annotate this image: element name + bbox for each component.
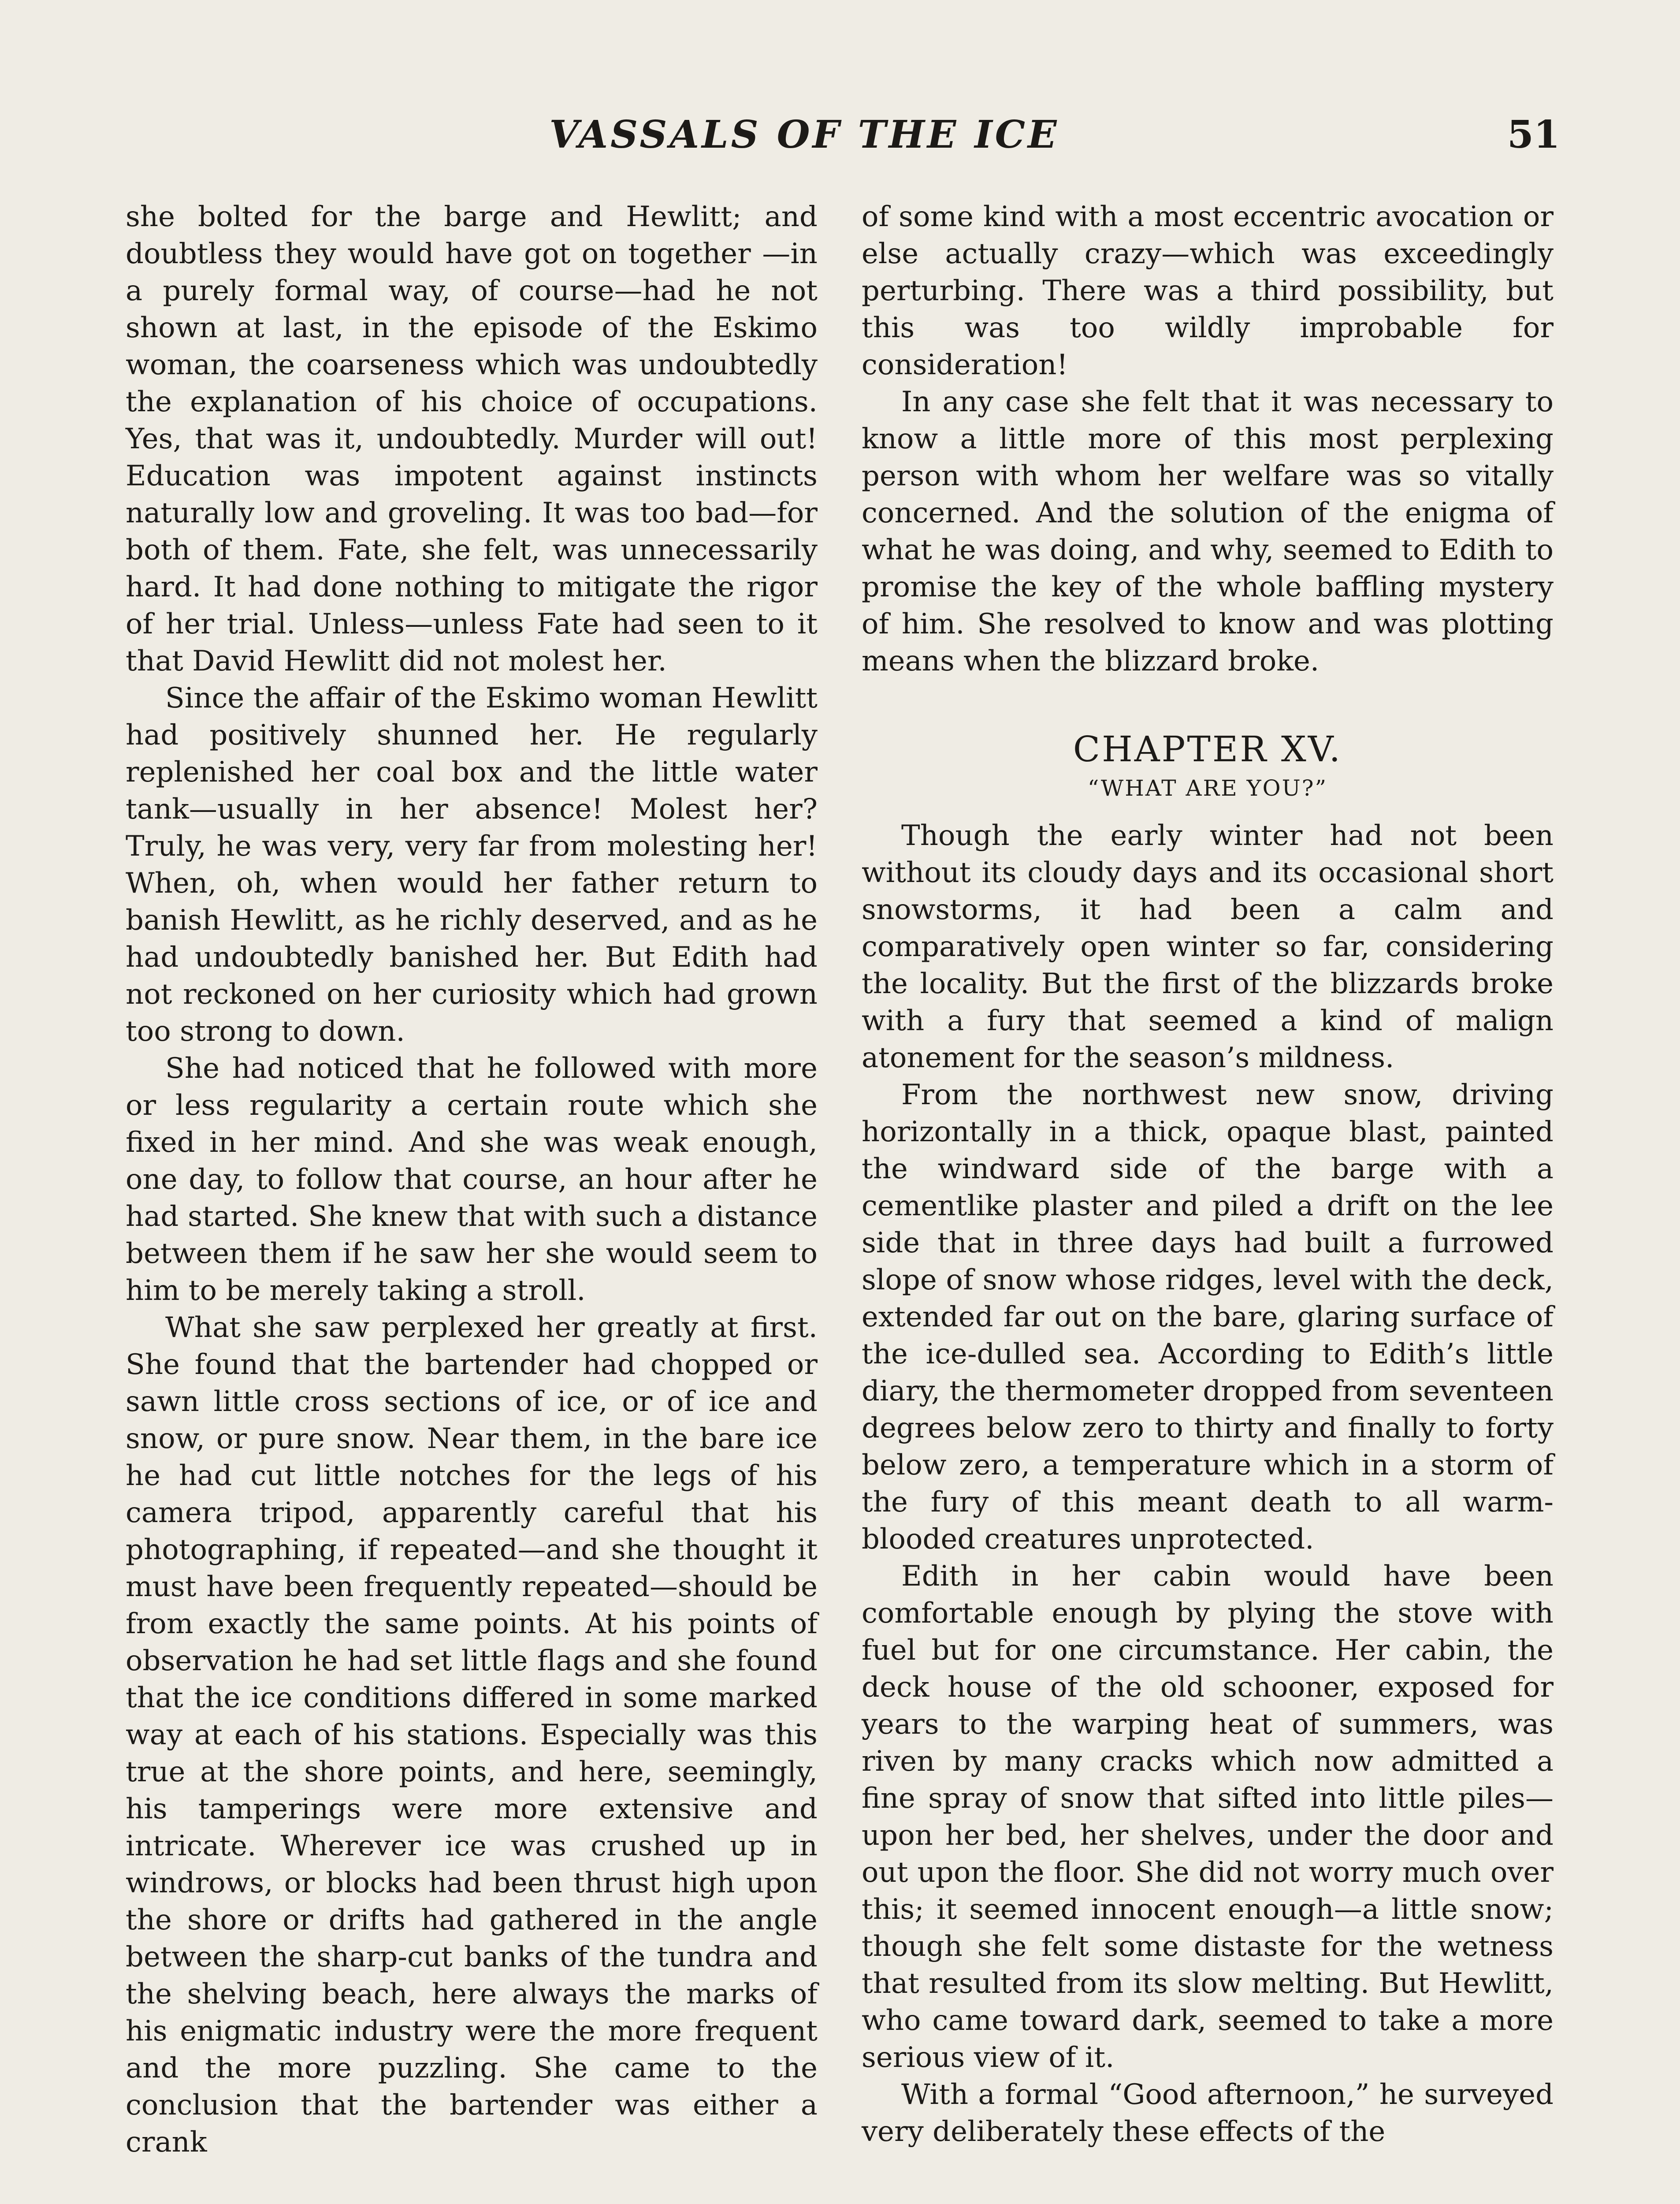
paragraph: Since the affair of the Eskimo woman Hewlitt had positively shunned her. He regularly replenished her coal box and the little water tank—usually in her absence! Molest her? Truly, he was very, very far from molesting her! When, oh, when would her father return to banish Hewlitt, as he richly deserved, and as he had undoubtedly banished her. But Edith had not reckoned on her curiosity which had grown too strong to down.: [126, 682, 818, 1048]
right-column: [862, 198, 1554, 2150]
paragraph: she bolted for the barge and Hewlitt; and doubtless they would have got on together —in a purely formal way, of course—had he not shown at last, in the episode of the Eskimo woman, the coarseness which was undoubtedly the explanation of his choice of occupations. Yes, that was it, undoubtedly. Murder will out! Education was impotent against instincts naturally low and groveling. It was too bad—for both of them. Fate, she felt, was unnecessarily hard. It had done nothing to mitigate the rigor of her trial. Unless—unless Fate had seen to it that David Hewlitt did not molest her.: [126, 201, 818, 678]
paragraph: of some kind with a most eccentric avocation or else actually crazy—which was exceedingly perturbing. There was a third possibility, but this was too wildly improbable for consideration!: [862, 201, 1554, 381]
page-header: [0, 112, 1680, 161]
paragraph: In any case she felt that it was necessary to know a little more of this most perplexing person with whom her welfare was so vitally concerned. And the solution of the enigma of what he was doing, and why, seemed to Edith to promise the key of the whole baffling mystery of him. She resolved to know and was plotting means when the blizzard broke.: [862, 386, 1554, 678]
left-column: [126, 198, 818, 2161]
paragraph: With a formal “Good afternoon,” he surveyed very deliberately these effects of the: [862, 2078, 1554, 2148]
paragraph: She had noticed that he followed with more or less regularity a certain route which she fixed in her mind. And she was weak enough, one day, to follow that course, an hour after he had started. She knew that with such a distance between them if he saw her she would seem to him to be merely taking a stroll.: [126, 1052, 818, 1307]
chapter-subtitle: “WHAT ARE YOU?”: [1087, 775, 1328, 801]
paragraph: What she saw perplexed her greatly at first. She found that the bartender had chopped or sawn little cross sections of ice, or of ice and snow, or pure snow. Near them, in the bare ice he had cut little notches for the legs of his camera tripod, apparently careful that his photographing, if repeated—and she thought it must have been frequently repeated—should be from exactly the same points. At his points of observation he had set little flags and she found that the ice conditions differed in some marked way at each of his stations. Especially was this true at the shore points, and here, seemingly, his tamperings were more extensive and intricate. Wherever ice was crushed up in windrows, or blocks had been thrust high upon the shore or drifts had gathered in the angle between the sharp-cut banks of the tundra and the shelving beach, here always the marks of his enigmatic industry were the more frequent and the more puzzling. She came to the conclusion that the bartender was either a crank: [126, 1311, 818, 2159]
paragraph: From the northwest new snow, driving horizontally in a thick, opaque blast, painted the windward side of the barge with a cementlike plaster and piled a drift on the lee side that in three days had built a furrowed slope of snow whose ridges, level with the deck, extended far out on the bare, glaring surface of the ice-dulled sea. According to Edith’s little diary, the thermometer dropped from seventeen degrees below zero to thirty and finally to forty below zero, a temperature which in a storm of the fury of this meant death to all warm-blooded creatures unprotected.: [862, 1079, 1554, 1556]
chapter-title: CHAPTER XV.: [1073, 729, 1342, 770]
paragraph: Edith in her cabin would have been comfortable enough by plying the stove with fuel but for one circumstance. Her cabin, the deck house of the old schooner, exposed for years to the warping heat of summers, was riven by many cracks which now admitted a fine spray of snow that sifted into little piles—upon her bed, her shelves, under the door and out upon the floor. She did not worry much over this; it seemed innocent enough—a little snow; though she felt some distaste for the wetness that resulted from its slow melting. But Hewlitt, who came toward dark, seemed to take a more serious view of it.: [862, 1560, 1554, 2074]
running-title: VASSALS OF THE ICE: [549, 112, 1059, 157]
page-number: 51: [1507, 112, 1560, 157]
paragraph: Though the early winter had not been without its cloudy days and its occasional short snowstorms, it had been a calm and comparatively open winter so far, considering the locality. But the first of the blizzards broke with a fury that seemed a kind of malign atonement for the season’s mildness.: [862, 819, 1554, 1074]
